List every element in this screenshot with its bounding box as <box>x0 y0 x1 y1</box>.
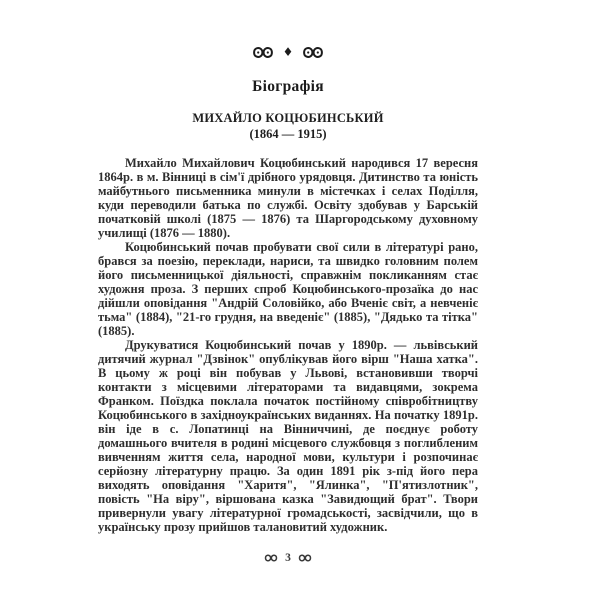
paragraph-3: Друкуватися Коцюбинський почав у 1890р. — львівський дитячий журнал "Дзвінок" опублікував його вірш "Наша хатка". В цьому ж році він побував у Львові, встановивши творчі контакти з місцевими літераторами та видавцями, зокрема Франком. Поїздка поклала початок постійному співробітництву Коцюбинського в західноукраїнських виданнях. На початку 1891р. він іде в с. Лопатинці на Вінниччині, де поєднує роботу домашнього вчителя в родині місцевого службовця з поглибленим вивченням життя села, народної мови, культури і розпочинає серйозну літературну працю. За один 1891 рік з-під його пера виходять оповідання "Харитя", "Ялинка", "П'ятизлотник", повість "На віру", віршована казка "Завидющий брат". Твори привернули увагу літературної громадськості, засвідчили, що в українську прозу прийшов талановитий художник. <box>98 338 478 534</box>
header-ornament <box>98 46 478 59</box>
page-number: 3 <box>285 552 291 564</box>
author-name: МИХАЙЛО КОЦЮБИНСЬКИЙ <box>192 111 384 125</box>
paragraph-2: Коцюбинський почав пробувати свої сили в літературі рано, брався за поезію, переклади, нариси, та швидко головним полем його письменницької діяльності, справжнім покликанням стає художня проза. З перших спроб Коцюбинського-прозаїка до нас дійшли оповідання "Андрій Соловійко, або Вченіє світ, а невченіє тьма" (1884), "21-го грудня, на введеніє" (1885), "Дядько та тітка" (1885). <box>98 240 478 338</box>
fleuron-right-icon <box>302 46 324 59</box>
paragraph-1: Михайло Михайлович Коцюбинський народився 17 вересня 1864р. в м. Вінниці в сім'ї дрібного урядовця. Дитинство та юність майбутнього письменника минули в містечках і селах Поділля, куди переводили батька по службі. Освіту здобував у Барській початковій школі (1875 — 1876) та Шаргородському духовному училищі (1876 — 1880). <box>98 156 478 240</box>
page-content <box>98 0 478 534</box>
diamond-icon: ♦ <box>282 45 294 59</box>
section-title: Біографія <box>252 78 324 95</box>
biography-text <box>98 156 478 534</box>
author-years: (1864 — 1915) <box>249 127 327 141</box>
fleuron-left-icon <box>252 46 274 59</box>
page-footer <box>98 552 478 564</box>
footer-fleuron-left-icon <box>264 554 278 562</box>
footer-fleuron-right-icon <box>298 554 312 562</box>
